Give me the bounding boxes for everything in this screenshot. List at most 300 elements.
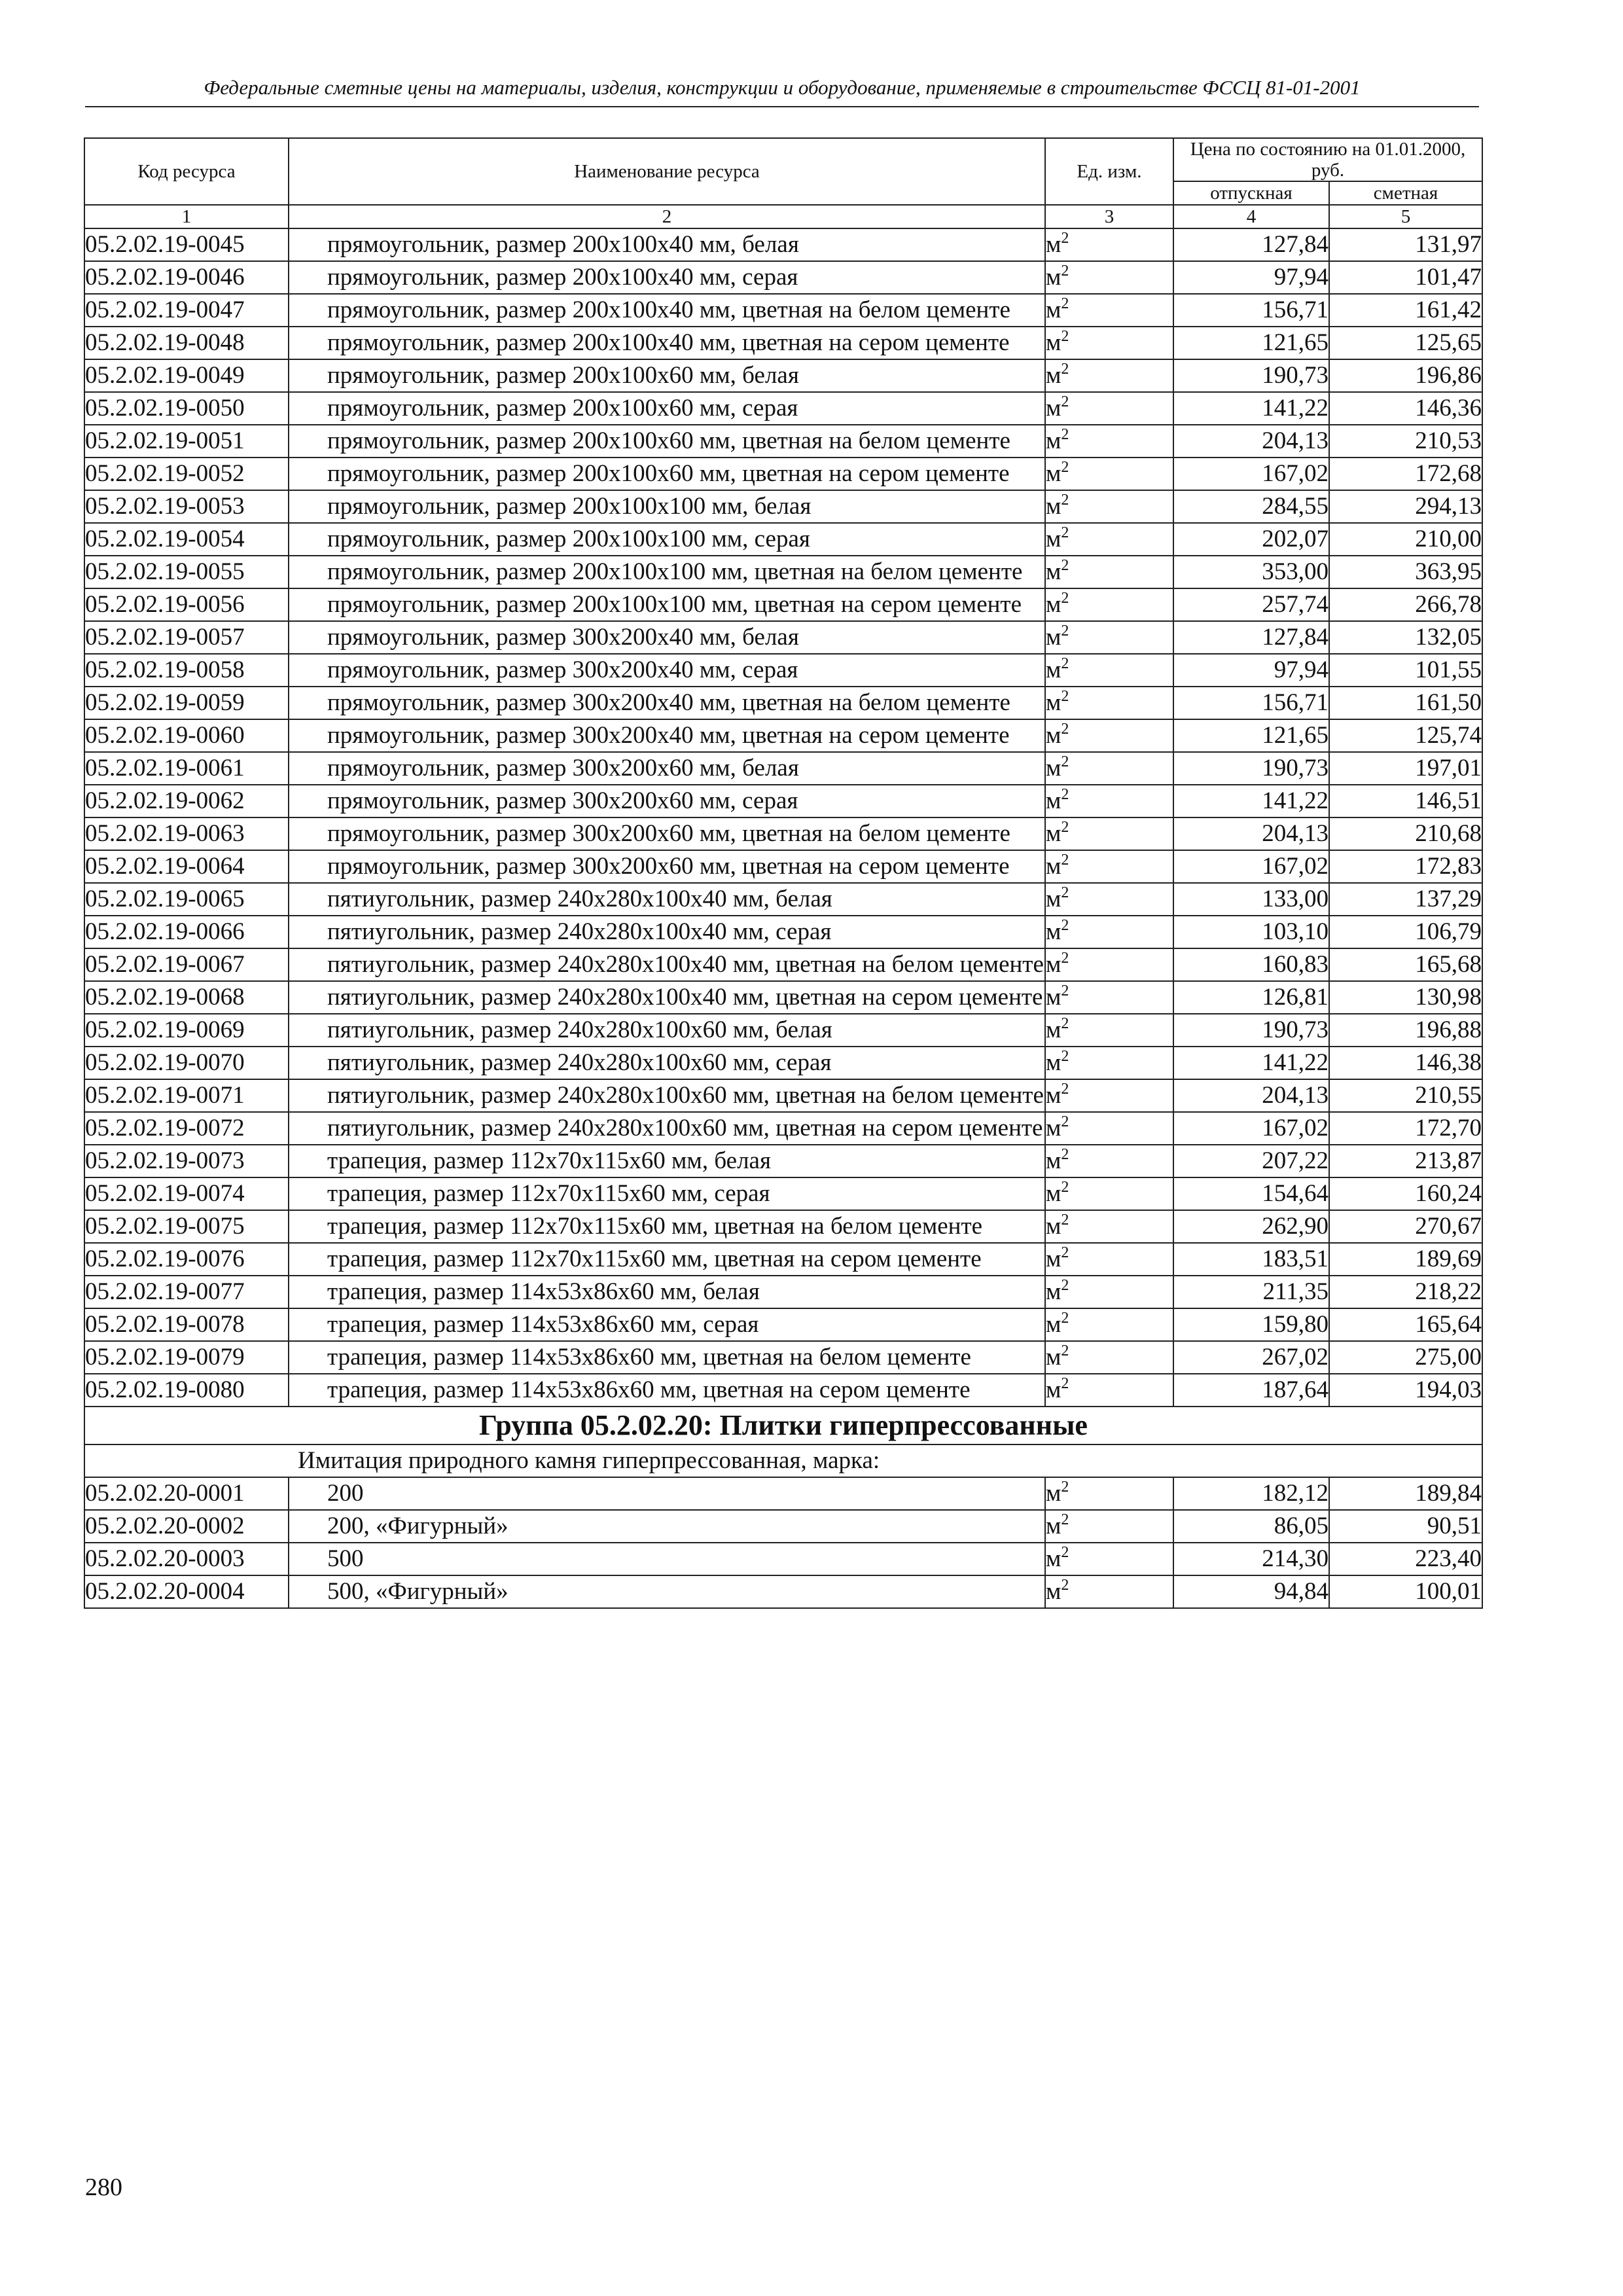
table-row <box>84 523 1482 556</box>
resource-name: трапеция, размер 112х70х115х60 мм, серая <box>327 1180 770 1207</box>
unit-label: м <box>1046 591 1061 618</box>
estimate-price: 172,68 <box>1329 457 1482 490</box>
column-number: 2 <box>289 205 1045 228</box>
unit-label: м <box>1046 624 1061 651</box>
unit-superscript: 2 <box>1061 982 1069 999</box>
resource-name: прямоугольник, размер 300х200х40 мм, белая <box>327 624 799 651</box>
resource-code: 05.2.02.19-0054 <box>84 523 289 556</box>
resource-name: 200 <box>327 1480 364 1507</box>
release-price: 94,84 <box>1173 1575 1329 1608</box>
estimate-price: 189,69 <box>1329 1243 1482 1276</box>
column-number: 3 <box>1045 205 1173 228</box>
estimate-price: 210,68 <box>1329 817 1482 850</box>
table-body <box>84 228 1482 1407</box>
table-row <box>84 1510 1482 1543</box>
resource-name: прямоугольник, размер 300х200х40 мм, цветная на сером цементе <box>327 722 1010 749</box>
unit-superscript: 2 <box>1061 786 1069 803</box>
unit-label: м <box>1046 984 1061 1011</box>
unit-label: м <box>1046 1278 1061 1305</box>
column-number: 4 <box>1173 205 1329 228</box>
resource-name: 200, «Фигурный» <box>327 1513 508 1539</box>
resource-code: 05.2.02.19-0058 <box>84 654 289 687</box>
resource-code: 05.2.02.19-0068 <box>84 981 289 1014</box>
unit-superscript: 2 <box>1061 1048 1069 1065</box>
unit-superscript: 2 <box>1061 884 1069 901</box>
estimate-price: 101,47 <box>1329 261 1482 294</box>
estimate-price: 210,55 <box>1329 1079 1482 1112</box>
resource-name: прямоугольник, размер 200х100х40 мм, цветная на белом цементе <box>327 296 1010 323</box>
resource-code: 05.2.02.19-0069 <box>84 1014 289 1047</box>
unit-superscript: 2 <box>1061 459 1069 476</box>
price-table <box>84 137 1483 1609</box>
table-row <box>84 457 1482 490</box>
estimate-price: 106,79 <box>1329 916 1482 948</box>
resource-code: 05.2.02.19-0074 <box>84 1177 289 1210</box>
release-price: 97,94 <box>1173 261 1329 294</box>
release-price: 267,02 <box>1173 1341 1329 1374</box>
estimate-price: 161,42 <box>1329 294 1482 327</box>
unit-superscript: 2 <box>1061 950 1069 967</box>
table-row <box>84 1145 1482 1177</box>
resource-name: прямоугольник, размер 200х100х60 мм, белая <box>327 362 799 389</box>
estimate-price: 363,95 <box>1329 556 1482 588</box>
resource-name: пятиугольник, размер 240х280х100х40 мм, цветная на белом цементе <box>327 951 1044 978</box>
unit-superscript: 2 <box>1061 590 1069 607</box>
table-row <box>84 1374 1482 1407</box>
estimate-price: 137,29 <box>1329 883 1482 916</box>
resource-name: трапеция, размер 112х70х115х60 мм, белая <box>327 1147 771 1174</box>
estimate-price: 146,36 <box>1329 392 1482 425</box>
estimate-price: 132,05 <box>1329 621 1482 654</box>
resource-name: трапеция, размер 112х70х115х60 мм, цветная на сером цементе <box>327 1246 982 1272</box>
resource-code: 05.2.02.19-0067 <box>84 948 289 981</box>
unit-label: м <box>1046 493 1061 520</box>
resource-name: трапеция, размер 114х53х86х60 мм, белая <box>327 1278 760 1305</box>
estimate-price: 146,38 <box>1329 1047 1482 1079</box>
release-price: 154,64 <box>1173 1177 1329 1210</box>
unit-label: м <box>1046 558 1061 585</box>
table-row <box>84 948 1482 981</box>
table-row <box>84 1112 1482 1145</box>
resource-name: прямоугольник, размер 200х100х100 мм, белая <box>327 493 812 520</box>
table-row <box>84 752 1482 785</box>
table-row <box>84 1341 1482 1374</box>
resource-code: 05.2.02.19-0065 <box>84 883 289 916</box>
table-row <box>84 654 1482 687</box>
resource-code: 05.2.02.19-0063 <box>84 817 289 850</box>
release-price: 121,65 <box>1173 327 1329 359</box>
estimate-price: 131,97 <box>1329 228 1482 261</box>
release-price: 190,73 <box>1173 752 1329 785</box>
unit-superscript: 2 <box>1061 328 1069 345</box>
resource-code: 05.2.02.19-0057 <box>84 621 289 654</box>
release-price: 190,73 <box>1173 1014 1329 1047</box>
release-price: 103,10 <box>1173 916 1329 948</box>
release-price: 160,83 <box>1173 948 1329 981</box>
table-row <box>84 1079 1482 1112</box>
release-price: 133,00 <box>1173 883 1329 916</box>
unit-label: м <box>1046 689 1061 716</box>
resource-code: 05.2.02.20-0002 <box>84 1510 289 1543</box>
unit-label: м <box>1046 918 1061 945</box>
estimate-price: 165,64 <box>1329 1308 1482 1341</box>
table-row <box>84 719 1482 752</box>
table-row <box>84 359 1482 392</box>
table-row <box>84 1210 1482 1243</box>
unit-superscript: 2 <box>1061 688 1069 705</box>
release-price: 204,13 <box>1173 817 1329 850</box>
unit-label: м <box>1046 787 1061 814</box>
unit-superscript: 2 <box>1061 622 1069 639</box>
unit-label: м <box>1046 853 1061 880</box>
resource-code: 05.2.02.19-0045 <box>84 228 289 261</box>
group-title-row <box>84 1407 1482 1444</box>
table-row <box>84 883 1482 916</box>
table-row <box>84 850 1482 883</box>
table-row <box>84 1177 1482 1210</box>
unit-superscript: 2 <box>1061 426 1069 443</box>
resource-name: трапеция, размер 114х53х86х60 мм, серая <box>327 1311 759 1338</box>
header-name: Наименование ресурса <box>289 138 1045 205</box>
resource-code: 05.2.02.20-0001 <box>84 1477 289 1510</box>
page-header: Федеральные сметные цены на материалы, изделия, конструкции и оборудование, применяемые в строительстве ФССЦ 81-01-2001 <box>85 73 1479 107</box>
release-price: 141,22 <box>1173 1047 1329 1079</box>
estimate-price: 270,67 <box>1329 1210 1482 1243</box>
estimate-price: 196,88 <box>1329 1014 1482 1047</box>
resource-code: 05.2.02.19-0061 <box>84 752 289 785</box>
resource-name: пятиугольник, размер 240х280х100х60 мм, цветная на сером цементе <box>327 1115 1043 1141</box>
unit-label: м <box>1046 820 1061 847</box>
release-price: 202,07 <box>1173 523 1329 556</box>
resource-code: 05.2.02.19-0060 <box>84 719 289 752</box>
page-number: 280 <box>85 2174 122 2201</box>
table-row <box>84 1276 1482 1308</box>
unit-superscript: 2 <box>1061 557 1069 574</box>
unit-superscript: 2 <box>1061 753 1069 770</box>
resource-name: 500 <box>327 1545 364 1572</box>
unit-label: м <box>1046 1115 1061 1141</box>
unit-superscript: 2 <box>1061 1113 1069 1130</box>
release-price: 127,84 <box>1173 228 1329 261</box>
unit-superscript: 2 <box>1061 1544 1069 1561</box>
resource-name: прямоугольник, размер 300х200х40 мм, серая <box>327 656 798 683</box>
resource-code: 05.2.02.19-0053 <box>84 490 289 523</box>
resource-code: 05.2.02.19-0052 <box>84 457 289 490</box>
estimate-price: 172,70 <box>1329 1112 1482 1145</box>
unit-superscript: 2 <box>1061 1577 1069 1594</box>
resource-code: 05.2.02.19-0079 <box>84 1341 289 1374</box>
unit-label: м <box>1046 656 1061 683</box>
unit-label: м <box>1046 1082 1061 1109</box>
estimate-price: 197,01 <box>1329 752 1482 785</box>
release-price: 190,73 <box>1173 359 1329 392</box>
unit-superscript: 2 <box>1061 1179 1069 1196</box>
resource-name: прямоугольник, размер 300х200х60 мм, цветная на белом цементе <box>327 820 1010 847</box>
table-row <box>84 916 1482 948</box>
resource-name: пятиугольник, размер 240х280х100х40 мм, цветная на сером цементе <box>327 984 1043 1011</box>
unit-label: м <box>1046 296 1061 323</box>
estimate-price: 101,55 <box>1329 654 1482 687</box>
estimate-price: 294,13 <box>1329 490 1482 523</box>
release-price: 257,74 <box>1173 588 1329 621</box>
estimate-price: 90,51 <box>1329 1510 1482 1543</box>
resource-code: 05.2.02.19-0051 <box>84 425 289 457</box>
table-row <box>84 294 1482 327</box>
unit-label: м <box>1046 427 1061 454</box>
unit-label: м <box>1046 1545 1061 1572</box>
release-price: 167,02 <box>1173 1112 1329 1145</box>
unit-superscript: 2 <box>1061 1081 1069 1098</box>
unit-superscript: 2 <box>1061 1479 1069 1496</box>
resource-name: прямоугольник, размер 200х100х60 мм, серая <box>327 395 798 422</box>
unit-superscript: 2 <box>1061 1511 1069 1528</box>
estimate-price: 189,84 <box>1329 1477 1482 1510</box>
release-price: 207,22 <box>1173 1145 1329 1177</box>
resource-name: прямоугольник, размер 300х200х40 мм, цветная на белом цементе <box>327 689 1010 716</box>
estimate-price: 125,74 <box>1329 719 1482 752</box>
unit-superscript: 2 <box>1061 492 1069 509</box>
unit-superscript: 2 <box>1061 721 1069 738</box>
estimate-price: 196,86 <box>1329 359 1482 392</box>
header-estimate-price: сметная <box>1329 181 1482 205</box>
resource-name: прямоугольник, размер 200х100х60 мм, цветная на белом цементе <box>327 427 1010 454</box>
release-price: 126,81 <box>1173 981 1329 1014</box>
unit-label: м <box>1046 1513 1061 1539</box>
release-price: 187,64 <box>1173 1374 1329 1407</box>
unit-superscript: 2 <box>1061 1375 1069 1392</box>
resource-name: трапеция, размер 112х70х115х60 мм, цветная на белом цементе <box>327 1213 983 1240</box>
release-price: 159,80 <box>1173 1308 1329 1341</box>
unit-label: м <box>1046 1049 1061 1076</box>
resource-name: прямоугольник, размер 200х100х40 мм, серая <box>327 264 798 291</box>
release-price: 127,84 <box>1173 621 1329 654</box>
estimate-price: 275,00 <box>1329 1341 1482 1374</box>
estimate-price: 161,50 <box>1329 687 1482 719</box>
release-price: 204,13 <box>1173 425 1329 457</box>
table-row <box>84 1575 1482 1608</box>
group-intro: Имитация природного камня гиперпрессованная, марка: <box>298 1447 880 1474</box>
unit-label: м <box>1046 1213 1061 1240</box>
table-row <box>84 1477 1482 1510</box>
resource-name: трапеция, размер 114х53х86х60 мм, цветная на сером цементе <box>327 1376 971 1403</box>
unit-label: м <box>1046 395 1061 422</box>
unit-label: м <box>1046 362 1061 389</box>
resource-name: пятиугольник, размер 240х280х100х40 мм, белая <box>327 886 832 912</box>
unit-label: м <box>1046 264 1061 291</box>
release-price: 167,02 <box>1173 850 1329 883</box>
unit-superscript: 2 <box>1061 393 1069 410</box>
table-row <box>84 490 1482 523</box>
resource-code: 05.2.02.19-0077 <box>84 1276 289 1308</box>
unit-superscript: 2 <box>1061 1015 1069 1032</box>
resource-code: 05.2.02.19-0048 <box>84 327 289 359</box>
resource-code: 05.2.02.19-0049 <box>84 359 289 392</box>
unit-label: м <box>1046 1016 1061 1043</box>
estimate-price: 194,03 <box>1329 1374 1482 1407</box>
resource-name: прямоугольник, размер 200х100х100 мм, цветная на белом цементе <box>327 558 1023 585</box>
unit-superscript: 2 <box>1061 655 1069 672</box>
unit-superscript: 2 <box>1061 917 1069 934</box>
release-price: 156,71 <box>1173 687 1329 719</box>
release-price: 353,00 <box>1173 556 1329 588</box>
resource-code: 05.2.02.19-0076 <box>84 1243 289 1276</box>
resource-code: 05.2.02.19-0055 <box>84 556 289 588</box>
unit-superscript: 2 <box>1061 524 1069 541</box>
resource-code: 05.2.02.19-0056 <box>84 588 289 621</box>
table-row <box>84 327 1482 359</box>
release-price: 182,12 <box>1173 1477 1329 1510</box>
estimate-price: 223,40 <box>1329 1543 1482 1575</box>
table-row <box>84 785 1482 817</box>
unit-superscript: 2 <box>1061 361 1069 378</box>
release-price: 183,51 <box>1173 1243 1329 1276</box>
release-price: 284,55 <box>1173 490 1329 523</box>
table-row <box>84 425 1482 457</box>
resource-code: 05.2.02.19-0080 <box>84 1374 289 1407</box>
resource-name: прямоугольник, размер 200х100х60 мм, цветная на сером цементе <box>327 460 1010 487</box>
table-row <box>84 817 1482 850</box>
header-unit: Ед. изм. <box>1045 138 1173 205</box>
resource-code: 05.2.02.19-0062 <box>84 785 289 817</box>
column-number: 1 <box>84 205 289 228</box>
unit-superscript: 2 <box>1061 1211 1069 1229</box>
resource-name: пятиугольник, размер 240х280х100х40 мм, серая <box>327 918 832 945</box>
resource-code: 05.2.02.19-0046 <box>84 261 289 294</box>
unit-label: м <box>1046 1311 1061 1338</box>
estimate-price: 125,65 <box>1329 327 1482 359</box>
unit-label: м <box>1046 329 1061 356</box>
estimate-price: 210,53 <box>1329 425 1482 457</box>
header-code: Код ресурса <box>84 138 289 205</box>
release-price: 97,94 <box>1173 654 1329 687</box>
unit-superscript: 2 <box>1061 819 1069 836</box>
release-price: 121,65 <box>1173 719 1329 752</box>
resource-name: прямоугольник, размер 200х100х100 мм, цветная на сером цементе <box>327 591 1022 618</box>
resource-code: 05.2.02.20-0003 <box>84 1543 289 1575</box>
unit-label: м <box>1046 1246 1061 1272</box>
resource-name: прямоугольник, размер 200х100х100 мм, серая <box>327 526 810 552</box>
resource-code: 05.2.02.19-0078 <box>84 1308 289 1341</box>
estimate-price: 160,24 <box>1329 1177 1482 1210</box>
table-row <box>84 1243 1482 1276</box>
unit-label: м <box>1046 526 1061 552</box>
estimate-price: 130,98 <box>1329 981 1482 1014</box>
column-number: 5 <box>1329 205 1482 228</box>
resource-code: 05.2.02.19-0075 <box>84 1210 289 1243</box>
resource-code: 05.2.02.19-0047 <box>84 294 289 327</box>
table-row <box>84 687 1482 719</box>
release-price: 86,05 <box>1173 1510 1329 1543</box>
release-price: 167,02 <box>1173 457 1329 490</box>
estimate-price: 213,87 <box>1329 1145 1482 1177</box>
resource-code: 05.2.02.19-0050 <box>84 392 289 425</box>
resource-name: пятиугольник, размер 240х280х100х60 мм, серая <box>327 1049 832 1076</box>
table-row <box>84 261 1482 294</box>
resource-name: прямоугольник, размер 200х100х40 мм, цветная на сером цементе <box>327 329 1010 356</box>
table-row <box>84 588 1482 621</box>
unit-label: м <box>1046 755 1061 781</box>
table-row <box>84 392 1482 425</box>
release-price: 204,13 <box>1173 1079 1329 1112</box>
unit-label: м <box>1046 1376 1061 1403</box>
unit-superscript: 2 <box>1061 1310 1069 1327</box>
estimate-price: 266,78 <box>1329 588 1482 621</box>
unit-superscript: 2 <box>1061 1146 1069 1163</box>
resource-code: 05.2.02.19-0070 <box>84 1047 289 1079</box>
unit-label: м <box>1046 1480 1061 1507</box>
unit-label: м <box>1046 722 1061 749</box>
header-release-price: отпускная <box>1173 181 1329 205</box>
group-intro-row <box>84 1444 1482 1477</box>
unit-superscript: 2 <box>1061 1342 1069 1359</box>
table-row <box>84 556 1482 588</box>
table-row <box>84 981 1482 1014</box>
resource-name: пятиугольник, размер 240х280х100х60 мм, белая <box>327 1016 832 1043</box>
release-price: 156,71 <box>1173 294 1329 327</box>
table-row <box>84 1047 1482 1079</box>
resource-code: 05.2.02.19-0071 <box>84 1079 289 1112</box>
resource-code: 05.2.02.19-0066 <box>84 916 289 948</box>
group-title: Группа 05.2.02.20: Плитки гиперпрессованные <box>84 1407 1482 1444</box>
unit-superscript: 2 <box>1061 1277 1069 1294</box>
table-row <box>84 1308 1482 1341</box>
table-header <box>84 138 1482 228</box>
unit-label: м <box>1046 1147 1061 1174</box>
resource-code: 05.2.02.19-0073 <box>84 1145 289 1177</box>
table-row <box>84 1543 1482 1575</box>
unit-label: м <box>1046 231 1061 258</box>
resource-name: прямоугольник, размер 300х200х60 мм, белая <box>327 755 799 781</box>
unit-label: м <box>1046 951 1061 978</box>
unit-superscript: 2 <box>1061 1244 1069 1261</box>
estimate-price: 165,68 <box>1329 948 1482 981</box>
unit-label: м <box>1046 1180 1061 1207</box>
estimate-price: 172,83 <box>1329 850 1482 883</box>
group-table-body <box>84 1477 1482 1608</box>
table-row <box>84 621 1482 654</box>
unit-superscript: 2 <box>1061 852 1069 869</box>
unit-superscript: 2 <box>1061 230 1069 247</box>
estimate-price: 100,01 <box>1329 1575 1482 1608</box>
unit-superscript: 2 <box>1061 262 1069 279</box>
resource-code: 05.2.02.20-0004 <box>84 1575 289 1608</box>
release-price: 214,30 <box>1173 1543 1329 1575</box>
unit-label: м <box>1046 460 1061 487</box>
estimate-price: 218,22 <box>1329 1276 1482 1308</box>
resource-code: 05.2.02.19-0072 <box>84 1112 289 1145</box>
release-price: 211,35 <box>1173 1276 1329 1308</box>
unit-label: м <box>1046 1344 1061 1371</box>
unit-label: м <box>1046 1578 1061 1605</box>
group-section <box>84 1407 1482 1477</box>
resource-name: трапеция, размер 114х53х86х60 мм, цветная на белом цементе <box>327 1344 971 1371</box>
resource-name: прямоугольник, размер 200х100х40 мм, белая <box>327 231 799 258</box>
table-row <box>84 1014 1482 1047</box>
unit-superscript: 2 <box>1061 295 1069 312</box>
release-price: 141,22 <box>1173 392 1329 425</box>
estimate-price: 146,51 <box>1329 785 1482 817</box>
resource-name: прямоугольник, размер 300х200х60 мм, серая <box>327 787 798 814</box>
resource-code: 05.2.02.19-0064 <box>84 850 289 883</box>
resource-code: 05.2.02.19-0059 <box>84 687 289 719</box>
table-row <box>84 228 1482 261</box>
estimate-price: 210,00 <box>1329 523 1482 556</box>
resource-name: пятиугольник, размер 240х280х100х60 мм, цветная на белом цементе <box>327 1082 1044 1109</box>
unit-label: м <box>1046 886 1061 912</box>
resource-name: прямоугольник, размер 300х200х60 мм, цветная на сером цементе <box>327 853 1010 880</box>
release-price: 262,90 <box>1173 1210 1329 1243</box>
resource-name: 500, «Фигурный» <box>327 1578 508 1605</box>
